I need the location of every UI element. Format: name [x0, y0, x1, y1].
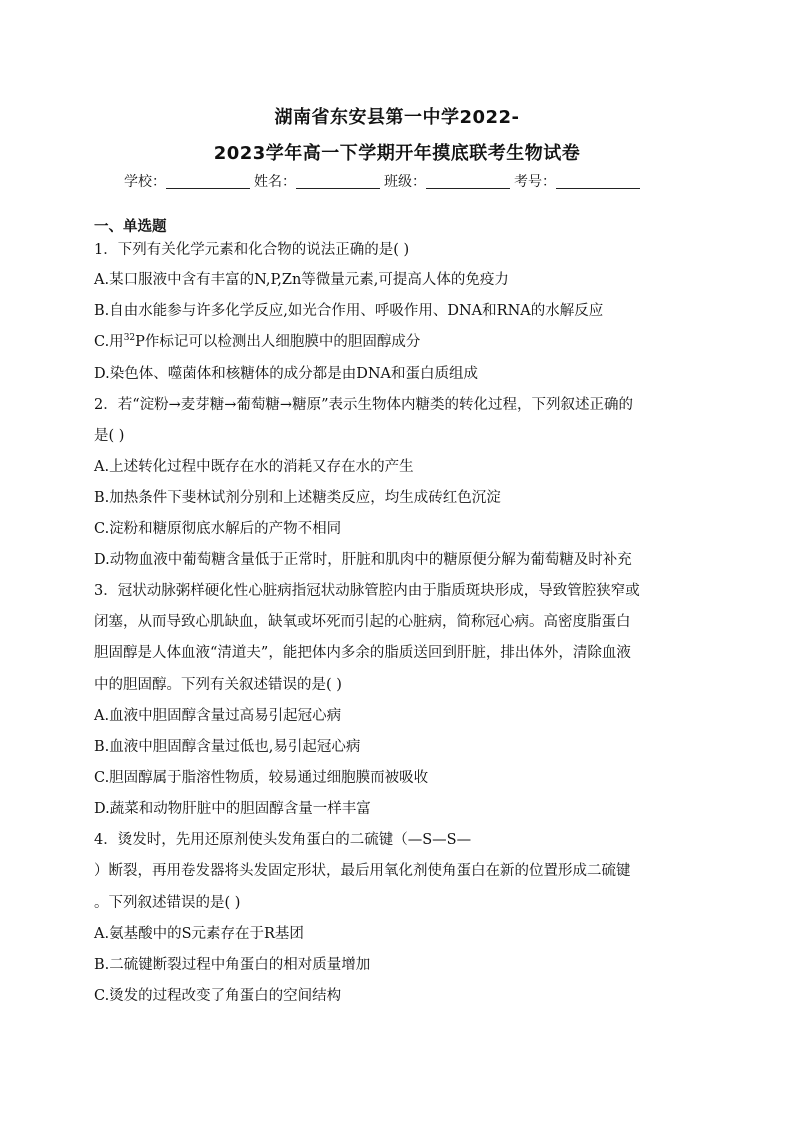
option-c-prefix: C.用	[94, 334, 124, 350]
question-1-option-c	[94, 332, 704, 352]
question-4-option-a: A.氨基酸中的S元素存在于R基团	[94, 926, 304, 942]
question-3-stem-line-2: 闭塞，从而导致心肌缺血，缺氧或坏死而引起的心脏病，简称冠心病。高密度脂蛋白	[94, 614, 631, 630]
option-c-text: P作标记可以检测出人细胞膜中的胆固醇成分	[135, 334, 421, 350]
question-2-option-b: B.加热条件下斐林试剂分别和上述糖类反应，均生成砖红色沉淀	[94, 490, 501, 506]
question-4-option-c: C.烫发的过程改变了角蛋白的空间结构	[94, 988, 342, 1004]
name-label: 姓名：	[254, 174, 296, 190]
question-2-option-a: A.上述转化过程中既存在水的消耗又存在水的产生	[94, 459, 414, 475]
question-2-option-c: C.淀粉和糖原彻底水解后的产物不相同	[94, 521, 342, 537]
class-blank	[426, 174, 510, 189]
question-1-option-a: A.某口服液中含有丰富的N,P,Zn等微量元素,可提高人体的免疫力	[94, 272, 509, 288]
question-4-stem-line-2: ）断裂，再用卷发器将头发固定形状，最后用氧化剂使角蛋白在新的位置形成二硫键	[94, 863, 631, 879]
question-2-stem-line-2: 是( )	[94, 428, 125, 444]
exam-title-line-1: 湖南省东安县第一中学2022-	[274, 107, 520, 128]
question-4-stem-line-3: 。下列叙述错误的是( )	[94, 895, 241, 911]
question-3-option-a: A.血液中胆固醇含量过高易引起冠心病	[94, 708, 342, 724]
question-1-option-d: D.染色体、噬菌体和核糖体的成分都是由DNA和蛋白质组成	[94, 366, 479, 382]
exam-number-label: 考号：	[514, 174, 556, 190]
question-3-stem-line-1: 3．冠状动脉粥样硬化性心脏病指冠状动脉管腔内由于脂质斑块形成，导致管腔狭窄或	[94, 583, 640, 599]
school-blank	[166, 174, 250, 189]
student-info-row	[124, 171, 684, 191]
name-blank	[296, 174, 380, 189]
question-3-stem-line-3: 胆固醇是人体血液“清道夫”，能把体内多余的脂质送回到肝脏，排出体外，清除血液	[94, 645, 631, 661]
exam-title-line-2: 2023学年高一下学期开年摸底联考生物试卷	[213, 143, 581, 164]
question-2-stem-line-1: 2．若“淀粉→麦芽糖→葡萄糖→糖原”表示生物体内糖类的转化过程，下列叙述正确的	[94, 397, 633, 413]
question-1-option-b: B.自由水能参与许多化学反应,如光合作用、呼吸作用、DNA和RNA的水解反应	[94, 303, 604, 319]
question-4-stem-line-1: 4．烫发时，先用还原剂使头发角蛋白的二硫键（—S—S—	[94, 832, 472, 848]
question-2-option-d: D.动物血液中葡萄糖含量低于正常时，肝脏和肌肉中的糖原便分解为葡萄糖及时补充	[94, 552, 632, 568]
exam-number-blank	[556, 174, 640, 189]
question-3-option-b: B.血液中胆固醇含量过低也,易引起冠心病	[94, 739, 361, 755]
question-3-option-d: D.蔬菜和动物肝脏中的胆固醇含量一样丰富	[94, 801, 371, 817]
question-1-stem: 1．下列有关化学元素和化合物的说法正确的是( )	[94, 242, 410, 258]
class-label: 班级：	[384, 174, 426, 190]
isotope-superscript: 32	[123, 333, 136, 344]
section-heading: 一、单选题	[94, 219, 167, 235]
question-3-option-c: C.胆固醇属于脂溶性物质，较易通过细胞膜而被吸收	[94, 770, 429, 786]
question-3-stem-line-4: 中的胆固醇。下列有关叙述错误的是( )	[94, 677, 342, 693]
school-label: 学校：	[124, 174, 166, 190]
question-4-option-b: B.二硫键断裂过程中角蛋白的相对质量增加	[94, 957, 371, 973]
